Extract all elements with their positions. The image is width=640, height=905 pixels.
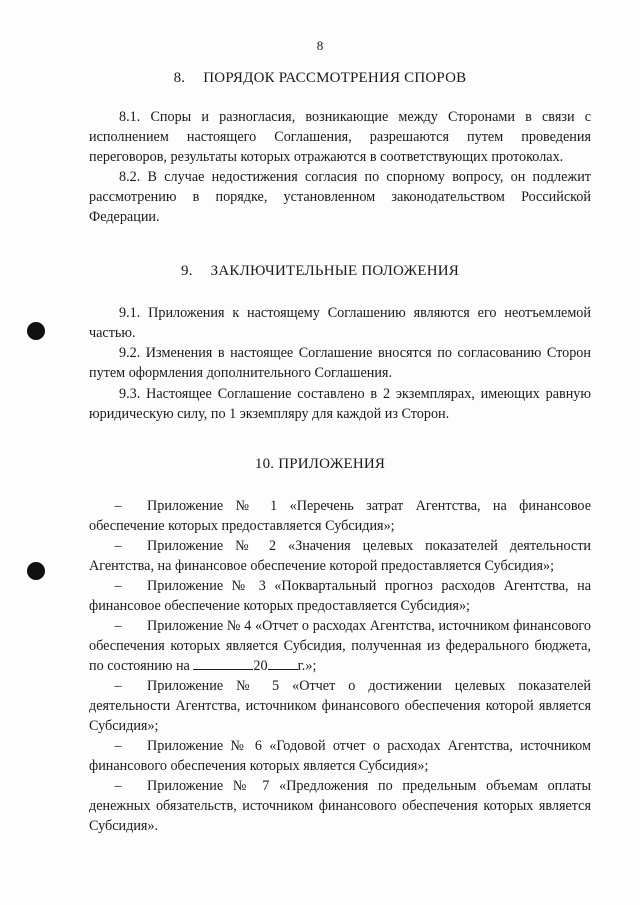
paragraph-8-2: 8.2. В случае недостижения согласия по спорному вопросу, он подлежит рассмотрению в порядке, установленном законодательством Российской Федерации.: [89, 169, 591, 225]
appendix-item-5: [89, 676, 591, 736]
section-8-number: 8.: [173, 70, 186, 86]
appendix-item-2-text: Приложение № 2 «Значения целевых показателей деятельности Агентства, на финансовое обеспечение которой предоставляется Субсидия»;: [89, 538, 591, 574]
paragraph-8-1: 8.1. Споры и разногласия, возникающие между Сторонами в связи с исполнением настоящего Соглашения, разрешаются путем проведения переговоров, результаты которых отражаются в соответствующих протоколах.: [89, 109, 591, 165]
list-dash: –: [114, 678, 122, 694]
appendix-item-4-year: 20: [253, 658, 268, 674]
punch-hole-top: [27, 322, 45, 340]
appendix-item-2: [89, 536, 591, 576]
appendix-item-3: [89, 576, 591, 616]
section-8-heading: [0, 70, 640, 87]
list-dash: –: [114, 618, 122, 634]
appendix-item-4-end: г.»;: [297, 658, 317, 674]
list-dash: –: [114, 778, 122, 794]
appendix-item-3-text: Приложение № 3 «Поквартальный прогноз расходов Агентства, на финансовое обеспечение которых предоставляется Субсидия»;: [89, 578, 591, 614]
list-dash: –: [114, 738, 122, 754]
appendix-item-7-text: Приложение № 7 «Предложения по предельным объемам оплаты денежных обязательств, источником финансового обеспечения которых является Субсидия».: [89, 778, 591, 834]
section-9-heading: [0, 263, 640, 280]
appendix-item-6: [89, 736, 591, 776]
appendix-item-6-text: Приложение № 6 «Годовой отчет о расходах Агентства, источником финансового обеспечения которых является Субсидия»;: [89, 738, 591, 774]
appendix-item-1-text: Приложение № 1 «Перечень затрат Агентства, на финансовое обеспечение которых предоставляется Субсидия»;: [89, 498, 591, 534]
list-dash: –: [114, 538, 122, 554]
appendix-item-7: [89, 776, 591, 836]
appendix-item-5-text: Приложение № 5 «Отчет о достижении целевых показателей деятельности Агентства, источником финансового обеспечения которой является Субсидия»;: [89, 678, 591, 734]
date-blank: [193, 656, 253, 670]
punch-hole-bottom: [27, 562, 45, 580]
paragraph-9-2: 9.2. Изменения в настоящее Соглашение вносятся по согласованию Сторон путем оформления дополнительного Соглашения.: [89, 345, 591, 381]
appendix-item-1: [89, 496, 591, 536]
section-8-title: ПОРЯДОК РАССМОТРЕНИЯ СПОРОВ: [203, 70, 467, 86]
section-10-heading: 10. ПРИЛОЖЕНИЯ: [254, 456, 386, 472]
paragraph-9-3: 9.3. Настоящее Соглашение составлено в 2 экземплярах, имеющих равную юридическую силу, по 1 экземпляру для каждой из Сторон.: [89, 386, 591, 422]
section-9-title: ЗАКЛЮЧИТЕЛЬНЫЕ ПОЛОЖЕНИЯ: [210, 263, 459, 279]
year-blank: [268, 656, 298, 670]
paragraph-9-1: 9.1. Приложения к настоящему Соглашению являются его неотъемлемой частью.: [89, 305, 591, 341]
list-dash: –: [114, 578, 122, 594]
page-number: 8: [316, 38, 324, 53]
section-9-number: 9.: [181, 263, 193, 279]
appendix-item-4: [89, 616, 591, 676]
appendix-item-4-text: Приложение № 4 «Отчет о расходах Агентства, источником финансового обеспечения которых является Субсидия, полученная из федерального бюджета, по состоянию на: [89, 618, 591, 674]
list-dash: –: [114, 498, 122, 514]
